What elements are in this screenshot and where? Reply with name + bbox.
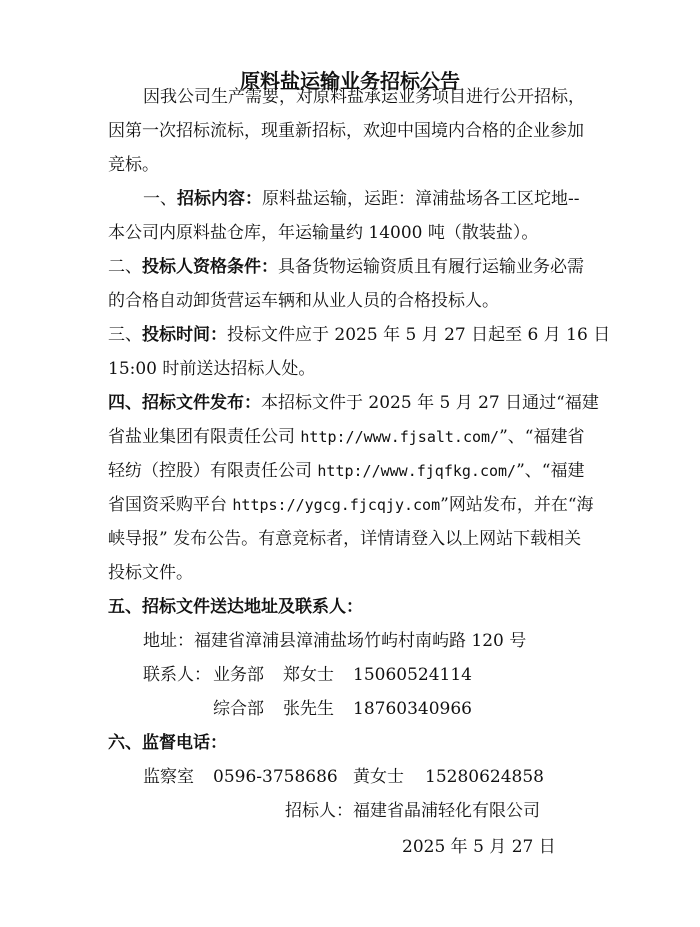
section-6-heading: 六、监督电话： bbox=[108, 733, 227, 753]
section-2-text: 具备货物运输资质且有履行运输业务必需 bbox=[278, 257, 584, 277]
section-1-heading: 招标内容： bbox=[177, 189, 262, 209]
section-1-text: 原料盐运输，运距：漳浦盐场各工区坨地-- bbox=[262, 189, 580, 209]
section-3-text: 投标文件应于 2025 年 5 月 27 日起至 6 月 16 日 bbox=[227, 325, 611, 345]
supervision-phone: 15280624858 bbox=[425, 767, 544, 787]
section-2-line-1 bbox=[108, 256, 584, 278]
section-4-heading: 四、招标文件发布： bbox=[108, 393, 261, 413]
section-4-line-4 bbox=[108, 494, 594, 516]
section-4-text: 省国资采购平台 bbox=[108, 495, 233, 515]
section-3-heading: 投标时间： bbox=[142, 325, 227, 345]
contact-name-1: 郑女士 bbox=[283, 665, 334, 685]
supervision-office-phone: 0596-3758686 bbox=[213, 767, 338, 787]
section-4-text: 省盐业集团有限责任公司 bbox=[108, 427, 301, 447]
section-4-text: ”、“福建省 bbox=[499, 427, 585, 447]
contact-phone-2: 18760340966 bbox=[353, 699, 472, 719]
supervision-name: 黄女士 bbox=[353, 767, 404, 787]
notice-date: 2025 年 5 月 27 日 bbox=[402, 837, 556, 857]
section-4-text: ”、“福建 bbox=[516, 461, 585, 481]
section-1-line-2: 本公司内原料盐仓库，年运输量约 14000 吨（散装盐）。 bbox=[108, 223, 539, 243]
address-line: 地址：福建省漳浦县漳浦盐场竹屿村南屿路 120 号 bbox=[143, 631, 527, 651]
section-2-line-2: 的合格自动卸货营运车辆和从业人员的合格投标人。 bbox=[108, 291, 499, 311]
section-3-line-1 bbox=[108, 324, 610, 346]
contact-label: 联系人： bbox=[143, 665, 211, 685]
page-title: 原料盐运输业务招标公告 bbox=[240, 69, 460, 93]
section-4-line-5: 峡导报” 发布公告。有意竞标者，详情请登入以上网站下载相关 bbox=[108, 529, 582, 549]
section-2-number: 二、 bbox=[108, 257, 142, 277]
intro-line-1: 因我公司生产需要，对原料盐承运业务项目进行公开招标， bbox=[143, 87, 585, 107]
section-3-line-2: 15:00 时前送达招标人处。 bbox=[108, 359, 316, 379]
fjsalt-link[interactable]: http://www.fjsalt.com/ bbox=[300, 428, 500, 446]
section-4-line-3 bbox=[108, 460, 584, 482]
intro-line-3: 竞标。 bbox=[108, 155, 159, 175]
section-5-heading: 五、招标文件送达地址及联系人： bbox=[108, 597, 363, 617]
tenderer-line: 招标人：福建省晶浦轻化有限公司 bbox=[285, 801, 540, 821]
contact-phone-1: 15060524114 bbox=[353, 665, 472, 685]
contact-dept-2: 综合部 bbox=[213, 699, 264, 719]
supervision-office: 监察室 bbox=[143, 767, 194, 787]
contact-name-2: 张先生 bbox=[283, 699, 334, 719]
section-4-line-1 bbox=[108, 392, 599, 414]
section-4-line-2 bbox=[108, 426, 584, 448]
section-4-text: ”网站发布，并在“海 bbox=[440, 495, 594, 515]
ygcg-link[interactable]: https://ygcg.fjcqjy.com bbox=[232, 496, 441, 514]
section-4-line-6: 投标文件。 bbox=[108, 563, 193, 583]
section-1-number: 一、 bbox=[143, 189, 177, 209]
section-3-number: 三、 bbox=[108, 325, 142, 345]
contact-dept-1: 业务部 bbox=[213, 665, 264, 685]
intro-line-2: 因第一次招标流标，现重新招标，欢迎中国境内合格的企业参加 bbox=[108, 121, 584, 141]
section-1-line-1 bbox=[143, 188, 580, 210]
section-2-heading: 投标人资格条件： bbox=[142, 257, 278, 277]
fjqfkg-link[interactable]: http://www.fjqfkg.com/ bbox=[317, 462, 517, 480]
section-4-text: 轻纺（控股）有限责任公司 bbox=[108, 461, 318, 481]
section-4-text: 本招标文件于 2025 年 5 月 27 日通过“福建 bbox=[261, 393, 599, 413]
